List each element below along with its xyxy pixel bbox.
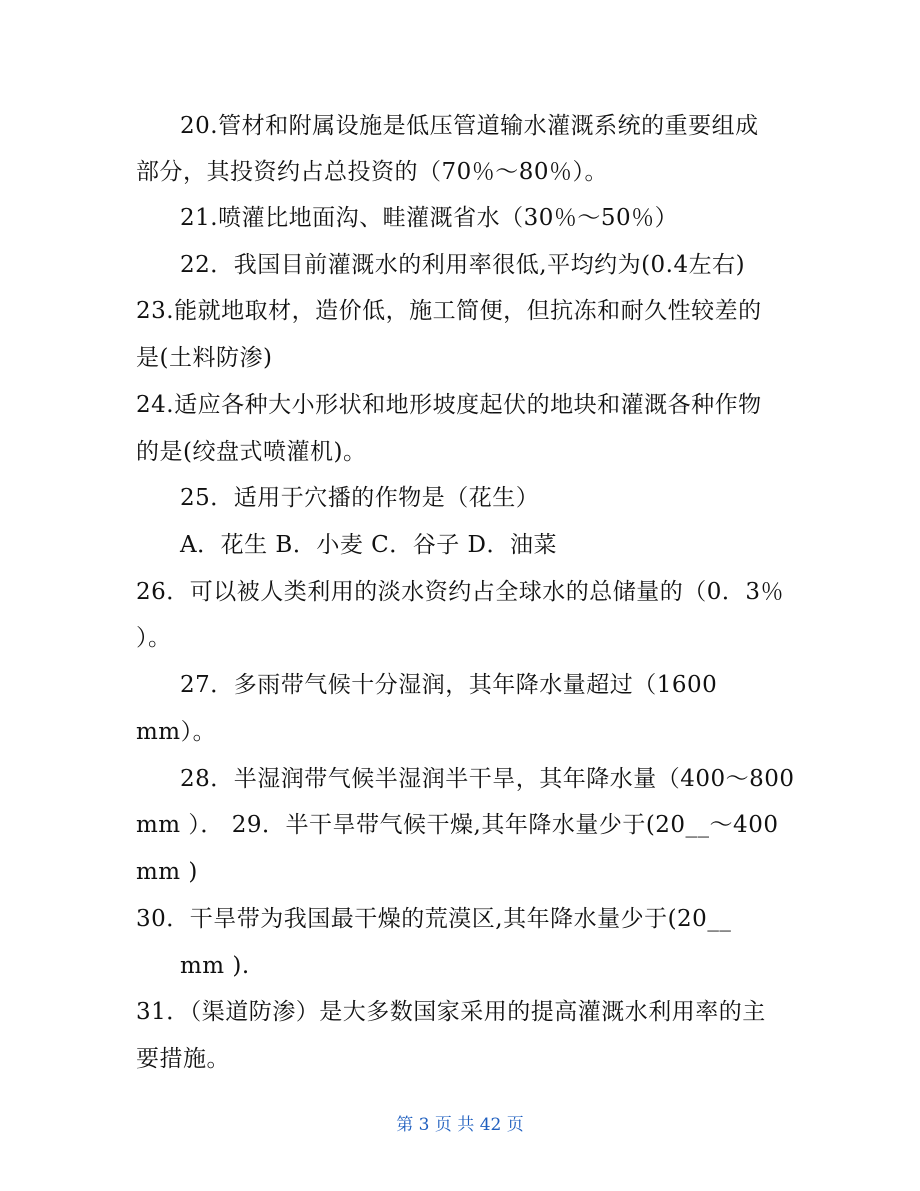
text-line-27a: 27．多雨带气候十分湿润，其年降水量超过（1600 [180,672,718,698]
text-line-30a: 30．干旱带为我国最干燥的荒漠区,其年降水量少于(20__ [136,906,732,932]
text-line-27b: mm）。 [136,719,217,745]
text-line-28: 28．半湿润带气候半湿润半干旱，其年降水量（400～800 [180,766,795,792]
text-line-24a: 24.适应各种大小形状和地形坡度起伏的地块和灌溉各种作物 [136,392,762,418]
text-line-20a: 20.管材和附属设施是低压管道输水灌溉系统的重要组成 [180,113,759,139]
text-line-31b: 要措施。 [136,1046,230,1072]
text-line-25: 25．适用于穴播的作物是（花生） [180,485,540,511]
text-line-24b: 的是(绞盘式喷灌机)。 [136,439,367,465]
text-line-23a: 23.能就地取材，造价低，施工简便，但抗冻和耐久性较差的 [136,298,762,324]
text-line-20b: 部分，其投资约占总投资的（70％～80％）。 [136,159,609,185]
text-line-23b: 是(土料防渗) [136,345,273,371]
text-line-25-options: A．花生 B．小麦 C．谷子 D．油菜 [180,532,557,558]
text-line-31a: 31．（渠道防渗）是大多数国家采用的提高灌溉水利用率的主 [136,999,766,1025]
text-line-30b: mm ). [180,953,250,979]
text-line-21: 21.喷灌比地面沟、畦灌溉省水（30％～50％） [180,205,679,231]
text-line-26a: 26．可以被人类利用的淡水资约占全球水的总储量的（0．3％ [136,579,785,605]
page-footer: 第 3 页 共 42 页 [396,1115,524,1135]
text-line-26b: ）。 [136,625,172,651]
text-line-29b: mm ) [136,859,198,885]
text-line-28-29: mm ）． 29．半干旱带气候干燥,其年降水量少于(20__～400 [136,812,779,838]
text-line-22: 22．我国目前灌溉水的利用率很低,平均约为(0.4左右) [180,252,746,278]
